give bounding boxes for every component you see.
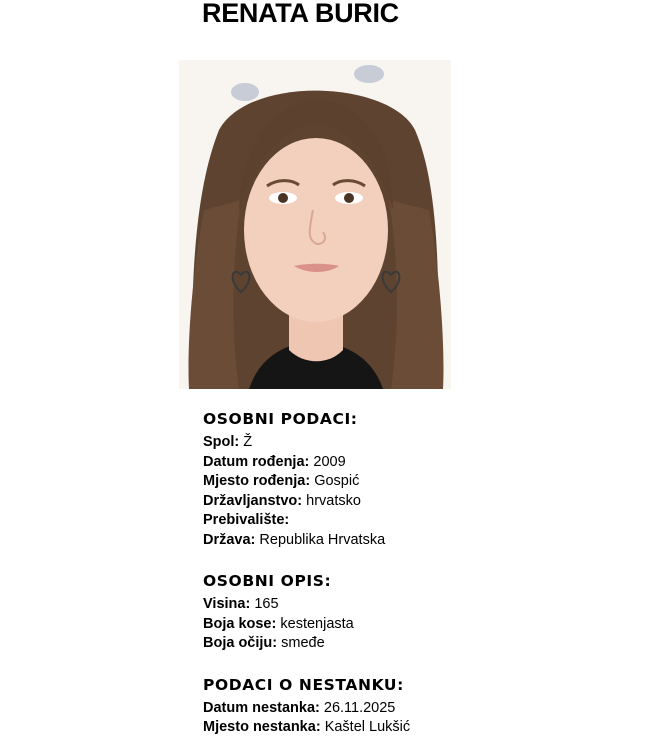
person-photo (179, 60, 451, 389)
field-label: Visina: (203, 596, 251, 612)
field-value: 165 (254, 596, 279, 612)
section-heading-description: OSOBNI OPIS: (203, 572, 332, 590)
section-spacer (203, 550, 623, 571)
section-heading-disappearance: PODACI O NESTANKU: (203, 675, 404, 694)
field-label: Prebivalište: (203, 512, 290, 528)
field-value: Republika Hrvatska (259, 531, 386, 548)
field-value: 26.11.2025 (323, 699, 396, 716)
field-label: Državljanstvo: (203, 492, 303, 509)
field-label: Boja kose: (203, 615, 277, 632)
field-residence (203, 511, 623, 531)
field-value: Gospić (314, 473, 360, 489)
field-missing-place (203, 718, 623, 738)
description-section (203, 571, 623, 654)
field-citizenship (203, 492, 623, 512)
field-eye-color (203, 634, 623, 654)
field-value: smeđe (281, 635, 325, 651)
field-value: kestenjasta (280, 615, 354, 632)
field-birth-place (203, 472, 623, 492)
field-country (203, 531, 623, 551)
field-label: Država: (203, 531, 256, 548)
section-heading-personal: OSOBNI PODACI: (203, 410, 358, 428)
section-spacer (203, 654, 623, 675)
field-label: Datum nestanka: (203, 699, 320, 716)
field-label: Boja očiju: (203, 635, 278, 651)
field-label: Mjesto nestanka: (203, 719, 321, 735)
field-value: hrvatsko (306, 492, 361, 509)
info-panel (203, 409, 623, 738)
disappearance-section (203, 675, 623, 738)
field-label: Datum rođenja: (203, 453, 310, 470)
field-height (203, 595, 623, 615)
field-label: Spol: (203, 434, 240, 450)
field-label: Mjesto rođenja: (203, 473, 311, 489)
field-hair-color (203, 615, 623, 635)
field-birth-date (203, 453, 623, 473)
field-missing-date (203, 699, 623, 719)
field-value: Kaštel Lukšić (324, 719, 411, 735)
field-value: Ž (243, 434, 253, 450)
field-sex (203, 433, 623, 453)
personal-data-section (203, 409, 623, 550)
person-name-title: RENATA BURIC (202, 0, 399, 28)
field-value: 2009 (313, 453, 346, 470)
